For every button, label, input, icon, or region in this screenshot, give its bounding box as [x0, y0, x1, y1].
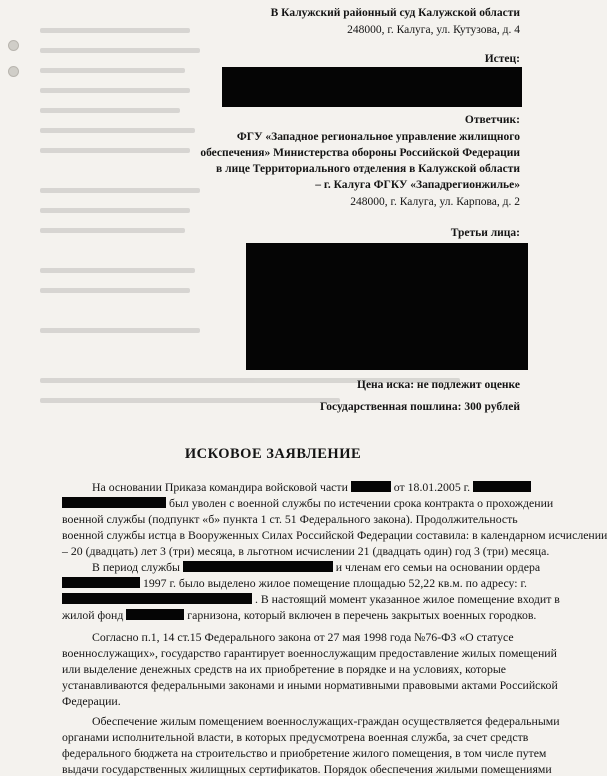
- redacted-garrison: [126, 609, 184, 620]
- redacted-unit-number: [351, 481, 391, 492]
- p1-line-3: военной службы (подпункт «б» пункта 1 ст. 51 Федерального закона). Продолжительность: [62, 512, 518, 526]
- p2-text-c: 1997 г. было выделено жилое помещение площадью 52,22 кв.м. по адресу: г.: [142, 576, 527, 590]
- p1-line-2: [62, 496, 553, 510]
- redacted-order: [62, 577, 140, 588]
- p3-line-3: или выделение денежных средств на их приобретение в порядке и на условиях, которые: [62, 662, 507, 676]
- defendant-line-2: обеспечения» Министерства обороны Российской Федерации: [200, 147, 520, 159]
- p2-text-d: . В настоящий момент указанное жилое помещение входит в: [254, 592, 560, 606]
- defendant-line-1: ФГУ «Западное региональное управление жилищного: [236, 131, 520, 143]
- third-parties-label: Третьи лица:: [450, 227, 520, 239]
- defendant-label: Ответчик:: [464, 114, 520, 126]
- p2-line-1: [92, 560, 540, 574]
- p1-line-4: военной службы истца в Вооруженных Силах Российской Федерации составила: в календарном исчислении: [62, 528, 607, 542]
- p2-line-3: [62, 592, 560, 606]
- state-fee: Государственная пошлина: 300 рублей: [319, 401, 520, 413]
- p4-line-2: органами исполнительной власти, в которых предусмотрена военная служба, за счет средств: [62, 730, 529, 744]
- redacted-name-2: [62, 497, 166, 508]
- p3-line-1: Согласно п.1, 14 ст.15 Федерального закона от 27 мая 1998 года №76-ФЗ «О статусе: [92, 630, 514, 644]
- p2-line-4: [62, 608, 536, 622]
- court-address: 248000, г. Калуга, ул. Кутузова, д. 4: [347, 24, 520, 36]
- defendant-line-3: в лице Территориального отделения в Калужской области: [216, 163, 520, 175]
- p2-text-f: гарнизона, который включен в перечень закрытых военных городков.: [187, 608, 537, 622]
- p2-text-b: и членам его семьи на основании ордера: [335, 560, 541, 574]
- p2-text-e: жилой фонд: [62, 608, 124, 622]
- p4-line-1: Обеспечение жилым помещением военнослужащих-граждан осуществляется федеральными: [92, 714, 560, 728]
- redacted-address: [62, 593, 252, 604]
- p1-text-a: На основании Приказа командира войсковой части: [92, 480, 348, 494]
- redacted-plaintiff: [222, 67, 522, 107]
- p2-line-2: [62, 576, 527, 590]
- redacted-third-parties: [246, 243, 528, 370]
- document-title: ИСКОВОЕ ЗАЯВЛЕНИЕ: [184, 446, 362, 462]
- plaintiff-label: Истец:: [484, 53, 520, 65]
- defendant-line-4: – г. Калуга ФГКУ «Западрегионжилье»: [315, 179, 520, 191]
- claim-price: Цена иска: не подлежит оценке: [357, 379, 520, 391]
- defendant-address: 248000, г. Калуга, ул. Карпова, д. 2: [350, 196, 520, 208]
- p1-line-1: [92, 480, 531, 494]
- p4-line-3: федерального бюджета на строительство и приобретение жилого помещения, в том числе путем: [62, 746, 547, 760]
- p3-line-4: устанавливаются федеральными законами и иными нормативными правовыми актами Российской: [62, 678, 558, 692]
- redacted-name-1: [473, 481, 531, 492]
- p3-line-2: военнослужащих», государство гарантирует военнослужащим предоставление жилых помещений: [62, 646, 557, 660]
- p2-text-a: В период службы: [92, 560, 180, 574]
- p1-text-b: от 18.01.2005 г.: [393, 480, 471, 494]
- p4-line-4: выдачи государственных жилищных сертификатов. Порядок обеспечения жилыми помещениями: [62, 762, 552, 776]
- p3-line-5: Федерации.: [62, 694, 121, 708]
- redacted-name-3: [183, 561, 333, 572]
- p1-text-c: был уволен с военной службы по истечении срока контракта о прохождении: [168, 496, 554, 510]
- p1-line-5: – 20 (двадцать) лет 3 (три) месяца, в льготном исчислении 21 (двадцать один) год 3 (три) месяца.: [62, 544, 550, 558]
- court-name: В Калужский районный суд Калужской области: [270, 7, 520, 19]
